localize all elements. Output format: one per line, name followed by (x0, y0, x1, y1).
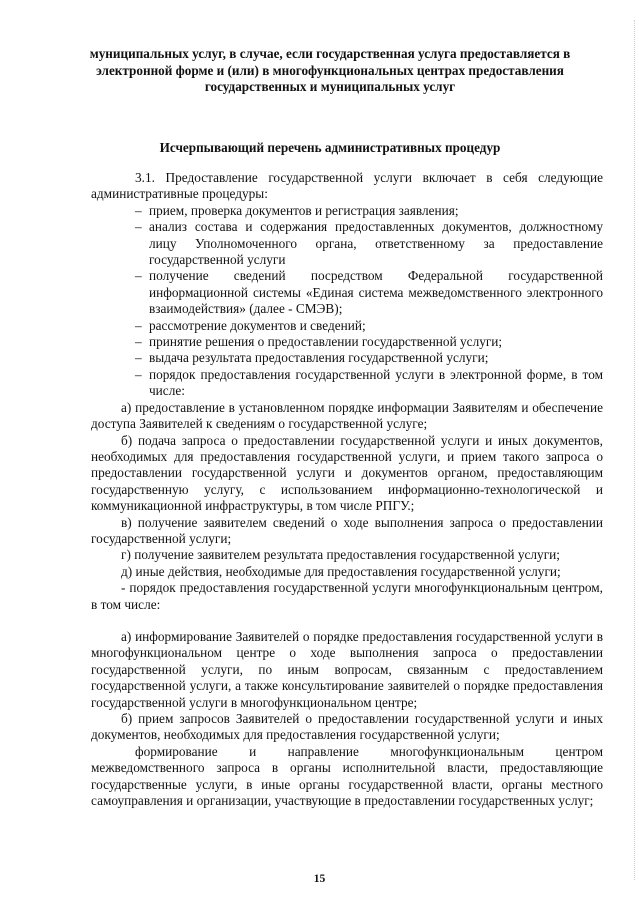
mfc-intro-paragraph: - порядок предоставления государственной услуги многофункциональным центром, в том числе: (91, 580, 603, 612)
scan-edge (632, 20, 635, 880)
procedure-item: – анализ состава и содержания предоставленных документов, должностному лицу Уполномоченного органа, ответственному за предоставление государственной услуги (149, 219, 603, 268)
procedure-item: – порядок предоставления государственной услуги в электронной форме, в том числе: (149, 367, 603, 400)
electronic-item: г) получение заявителем результата предоставления государственной услуги; (121, 547, 560, 563)
electronic-item: б) подача запроса о предоставлении государственной услуги и иных документов, необходимых для предоставления государственной услуги, и прием такого запроса о предоставлении государственной услуги и документов органом, предоставляющим государственную услугу, с использованием информационно-технологической и коммуникационной инфраструктуры, в том числе РПГУ.; (91, 432, 603, 514)
electronic-item: а) предоставление в установленном порядке информации Заявителям и обеспечение доступа Заявителей к сведениям о государственной услуге; (91, 399, 603, 432)
electronic-item: в) получение заявителем сведений о ходе выполнения запроса о предоставлении государственной услуги; (91, 514, 603, 546)
section-title: Исчерпывающий перечень административных процедур (159, 140, 501, 155)
paragraph-gap (91, 613, 603, 629)
procedure-item: – рассмотрение документов и сведений; (149, 318, 603, 334)
mfc-item: а) информирование Заявителей о порядке предоставления государственной услуги в многофункциональном центре о ходе выполнения запроса о предоставлении государственной услуги, по иным вопросам, связанным с предоставлением государственной услуги, а также консультирование заявителей о порядке предоставления государственной услуги в многофункциональном центре; (91, 628, 603, 710)
section-heading-continued: муниципальных услуг, в случае, если государственная услуга предоставляется в электронной форме и (или) в многофункциональных центрах предоставления государственных и муниципальных услуг (89, 46, 571, 95)
procedures-list (91, 203, 603, 400)
procedure-item: – получение сведений посредством Федеральной государственной информационной системы «Единая система межведомственного электронного взаимодействия» (далее - СМЭВ); (149, 268, 603, 317)
document-body (91, 170, 603, 809)
mfc-item: б) прием запросов Заявителей о предоставлении государственной услуги и иных документов, необходимых для предоставления государственной услуги; (91, 711, 603, 743)
procedure-item: – принятие решения о предоставлении государственной услуги; (149, 334, 603, 350)
procedure-item: – выдача результата предоставления государственной услуги; (149, 350, 603, 366)
page-number: 15 (313, 873, 326, 885)
intro-paragraph: 3.1. Предоставление государственной услуги включает в себя следующие административные процедуры: (91, 170, 603, 202)
procedure-item: – прием, проверка документов и регистрация заявления; (149, 203, 603, 219)
mfc-item: формирование и направление многофункциональным центром межведомственного запроса в органы исполнительной власти, предоставляющие государственные услуги, в иные органы государственной власти, органы местного самоуправления и организации, участвующие в предоставлении государственных услуг; (91, 743, 603, 809)
electronic-item: д) иные действия, необходимые для предоставления государственной услуги; (121, 563, 561, 579)
